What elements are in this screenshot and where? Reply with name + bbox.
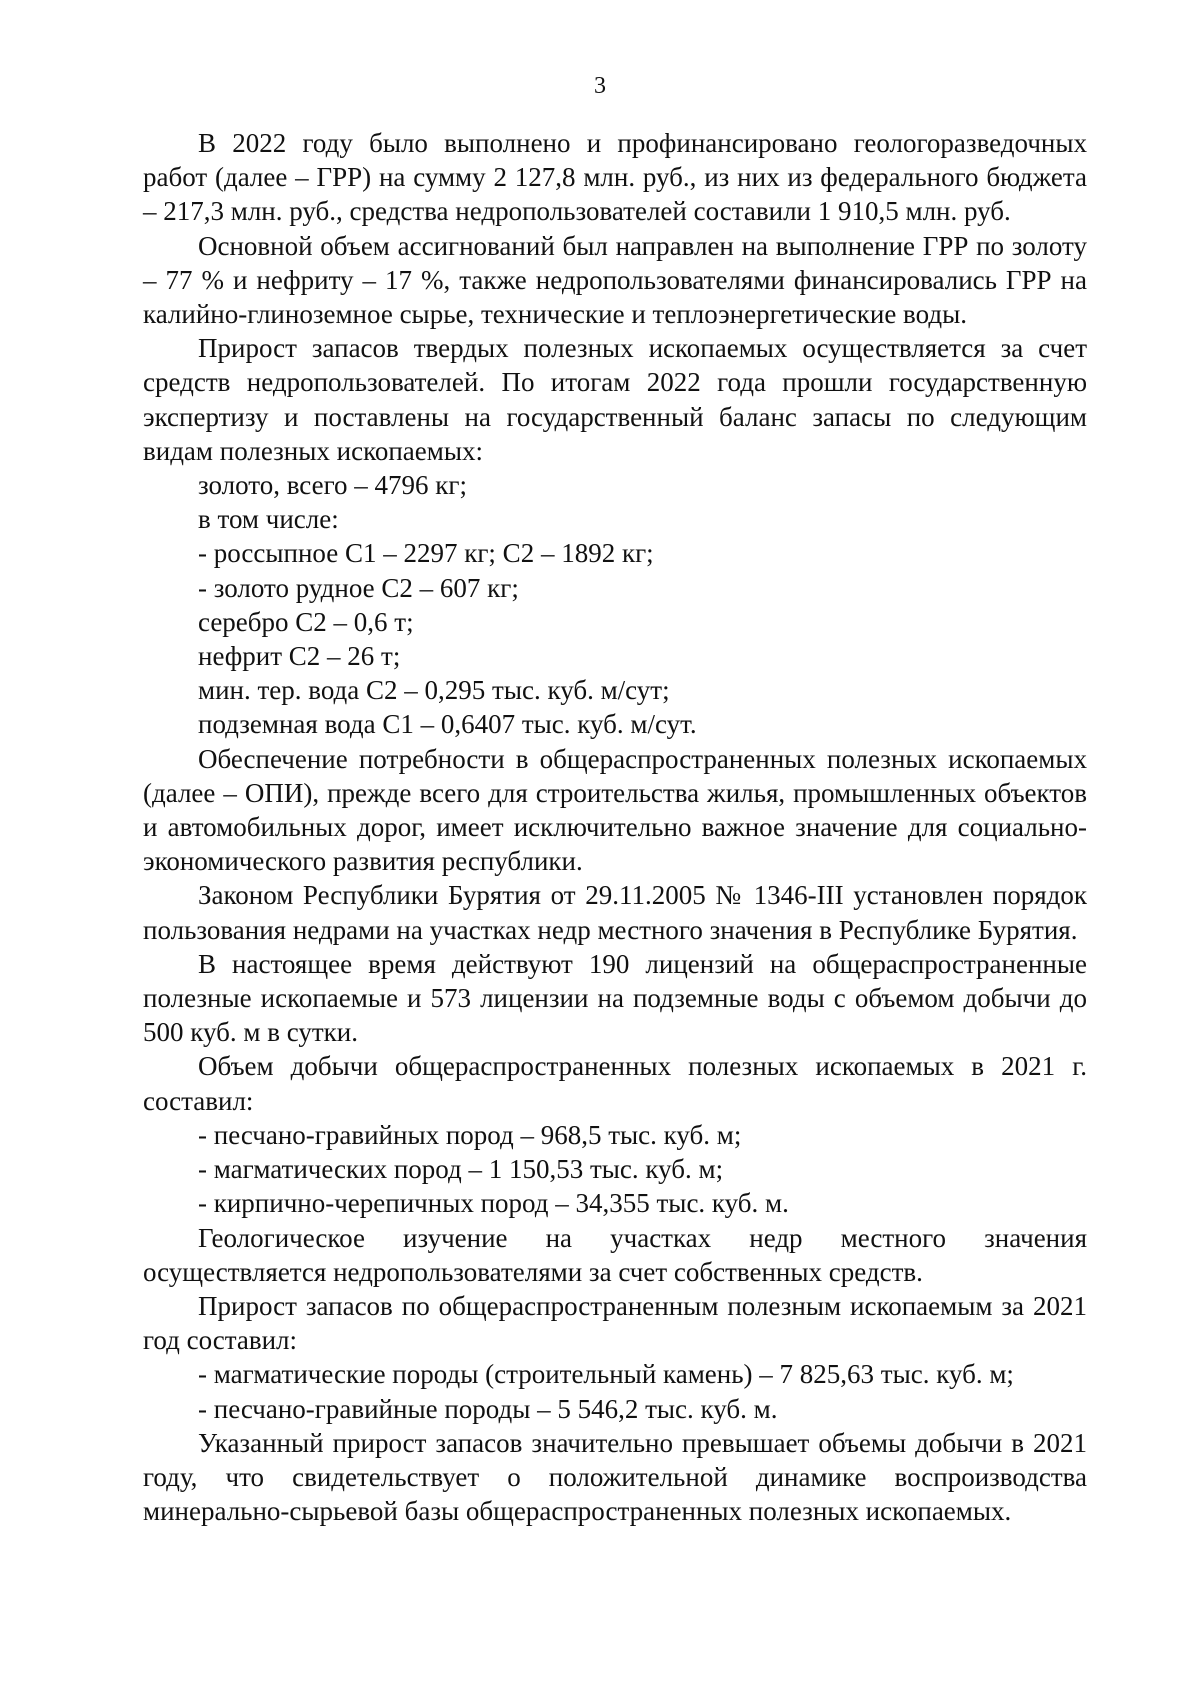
list-item-mineral-water: мин. тер. вода С2 – 0,295 тыс. куб. м/сут; — [198, 675, 670, 706]
list-item-ore-gold: - золото рудное С2 – 607 кг; — [198, 572, 519, 603]
list-item-sand-gravel-extraction: - песчано-гравийных пород – 968,5 тыс. куб. м; — [198, 1119, 742, 1150]
list-item-silver: серебро С2 – 0,6 т; — [198, 606, 414, 637]
list-item-groundwater: подземная вода С1 – 0,6407 тыс. куб. м/сут. — [198, 709, 697, 740]
document-body — [143, 126, 1087, 1528]
list-item-gold-total: золото, всего – 4796 кг; — [198, 470, 467, 501]
paragraph-opi-reserves-growth: Прирост запасов по общераспространенным полезным ископаемым за 2021 год составил: — [143, 1290, 1087, 1356]
list-item-nephrite: нефрит С2 – 26 т; — [198, 641, 401, 672]
paragraph-conclusion: Указанный прирост запасов значительно превышает объемы добычи в 2021 году, что свидетельствует о положительной динамике воспроизводства минерально-сырьевой базы общераспространенных полезных ископаемых. — [143, 1427, 1087, 1527]
paragraph-extraction-volume: Объем добычи общераспространенных полезных ископаемых в 2021 г. составил: — [143, 1051, 1087, 1116]
list-item-sand-gravel-reserves: - песчано-гравийные породы – 5 546,2 тыс. куб. м. — [198, 1393, 778, 1424]
list-item-igneous-extraction: - магматических пород – 1 150,53 тыс. куб. м; — [198, 1154, 724, 1185]
paragraph-reserves-growth: Прирост запасов твердых полезных ископаемых осуществляется за счет средств недропользователей. По итогам 2022 года прошли государственную экспертизу и поставлены на государственный баланс запасы по следующим видам полезных ископаемых: — [143, 333, 1087, 466]
page-number: 3 — [594, 73, 606, 99]
list-item-including: в том числе: — [198, 504, 339, 535]
paragraph-licenses: В настоящее время действуют 190 лицензий на общераспространенные полезные ископаемые и 573 лицензии на подземные воды с объемом добычи до 500 куб. м в сутки. — [143, 948, 1087, 1048]
list-item-igneous-reserves: - магматические породы (строительный камень) – 7 825,63 тыс. куб. м; — [198, 1359, 1014, 1390]
paragraph-appropriations: Основной объем ассигнований был направлен на выполнение ГРР по золоту – 77 % и нефриту – 17 %, также недропользователями финансировались ГРР на калийно-глиноземное сырье, технические и теплоэнергетические воды. — [143, 230, 1087, 330]
paragraph-opi-needs: Обеспечение потребности в общераспространенных полезных ископаемых (далее – ОПИ), прежде всего для строительства жилья, промышленных объектов и автомобильных дорог, имеет исключительно важное значение для социально-экономического развития республики. — [143, 743, 1087, 877]
list-item-brick-tile-extraction: - кирпично-черепичных пород – 34,355 тыс. куб. м. — [198, 1188, 789, 1219]
paragraph-grr-financing: В 2022 году было выполнено и профинансировано геологоразведочных работ (далее – ГРР) на сумму 2 127,8 млн. руб., из них из федерального бюджета – 217,3 млн. руб., средства недропользователей составили 1 910,5 млн. руб. — [143, 128, 1087, 227]
list-item-placer-gold: - россыпное С1 – 2297 кг; С2 – 1892 кг; — [198, 538, 654, 569]
paragraph-law: Законом Республики Бурятия от 29.11.2005 № 1346-III установлен порядок пользования недрами на участках недр местного значения в Республике Бурятия. — [143, 880, 1087, 945]
paragraph-geological-study: Геологическое изучение на участках недр местного значения осуществляется недропользователями за счет собственных средств. — [143, 1222, 1087, 1287]
